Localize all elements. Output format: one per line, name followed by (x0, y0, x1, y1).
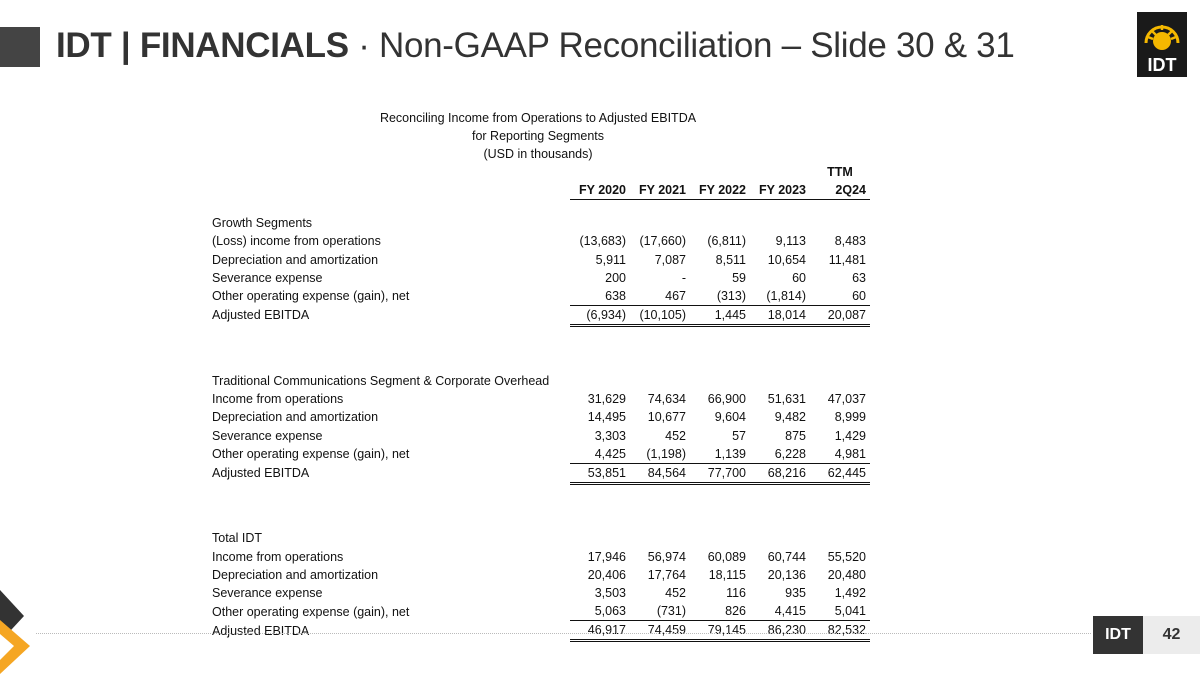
section-title: Total IDT (212, 531, 263, 546)
row-value: 53,851 (570, 463, 630, 483)
financial-table (208, 163, 870, 642)
row-value: 57 (732, 428, 746, 443)
row-label: Other operating expense (gain), net (212, 604, 410, 619)
row-value: 18,115 (708, 567, 746, 582)
row-value: 84,564 (630, 463, 690, 483)
row-label: Depreciation and amortization (212, 567, 379, 582)
column-header: FY 2020 (570, 181, 630, 200)
row-value: 20,136 (767, 567, 806, 582)
row-label: (Loss) income from operations (212, 234, 381, 249)
row-value: 20,480 (827, 567, 866, 582)
caption-line-2: for Reporting Segments (471, 129, 604, 143)
row-value: (1,814) (766, 288, 806, 303)
footer-divider (36, 633, 1091, 634)
row-value: 79,145 (690, 621, 750, 641)
row-value: 4,981 (834, 446, 866, 461)
section-title-row (208, 529, 870, 547)
table-row (208, 602, 870, 621)
row-value: - (681, 270, 686, 285)
table-row (208, 287, 870, 306)
column-header: FY 2023 (750, 181, 810, 200)
row-label: Adjusted EBITDA (212, 308, 310, 323)
row-value: (6,934) (570, 305, 630, 325)
row-value: 5,911 (595, 252, 626, 267)
row-value: (10,105) (630, 305, 690, 325)
row-label: Depreciation and amortization (212, 410, 379, 425)
table-row (208, 390, 870, 408)
table-body (208, 214, 870, 641)
page-title (56, 24, 1015, 68)
table-row (208, 269, 870, 287)
row-value: 9,604 (714, 410, 746, 425)
row-value: 1,139 (714, 446, 746, 461)
row-value: 10,654 (767, 252, 806, 267)
row-value: 56,974 (647, 549, 686, 564)
row-value: 4,425 (594, 446, 626, 461)
row-value: 82,532 (810, 621, 870, 641)
row-value: 60 (792, 270, 806, 285)
row-value: 17,946 (587, 549, 626, 564)
row-value: 5,063 (594, 604, 626, 619)
row-label: Income from operations (212, 549, 344, 564)
row-value: 18,014 (750, 305, 810, 325)
row-value: 1,429 (834, 428, 866, 443)
row-value: 9,113 (775, 234, 806, 249)
table-row (208, 232, 870, 250)
page-number: 42 (1143, 616, 1200, 654)
row-value: 20,087 (810, 305, 870, 325)
title-bold: IDT | FINANCIALS (56, 26, 349, 65)
row-value: 875 (785, 428, 806, 443)
row-value: 826 (725, 604, 746, 619)
row-value: 11,481 (828, 252, 866, 267)
row-value: 467 (665, 288, 686, 303)
row-value: 20,406 (587, 567, 626, 582)
row-value: 8,511 (715, 252, 746, 267)
table-row (208, 426, 870, 444)
row-value: 86,230 (750, 621, 810, 641)
row-value: 77,700 (690, 463, 750, 483)
idt-sun-logo-icon (1142, 17, 1182, 55)
row-value: 31,629 (587, 391, 626, 406)
row-value: 8,483 (834, 234, 866, 249)
row-label: Income from operations (212, 391, 344, 406)
table-row (208, 547, 870, 565)
row-value: (6,811) (707, 234, 746, 249)
total-row (208, 463, 870, 483)
row-value: 6,228 (774, 446, 806, 461)
row-value: 8,999 (834, 410, 866, 425)
section-title-row (208, 214, 870, 232)
row-label: Severance expense (212, 586, 323, 601)
column-header-ttm: TTM (827, 165, 853, 180)
row-value: 46,917 (570, 621, 630, 641)
row-value: 7,087 (654, 252, 686, 267)
section-title: Traditional Communications Segment & Corporate Overhead (212, 373, 550, 388)
row-value: 1,445 (690, 305, 750, 325)
column-header: FY 2021 (630, 181, 690, 200)
caption-line-3: (USD in thousands) (483, 147, 593, 161)
row-value: 452 (665, 586, 686, 601)
title-subtitle: Non-GAAP Reconciliation – Slide 30 & 31 (378, 26, 1015, 65)
idt-logo (1137, 12, 1187, 77)
row-value: 68,216 (750, 463, 810, 483)
column-header: FY 2022 (690, 181, 750, 200)
section-title: Growth Segments (212, 215, 313, 230)
header-row-top (208, 163, 870, 181)
row-value: 63 (852, 270, 866, 285)
table-row (208, 584, 870, 602)
row-value: (17,660) (639, 234, 686, 249)
caption-line-1: Reconciling Income from Operations to Adjusted EBITDA (379, 111, 697, 125)
total-row (208, 305, 870, 325)
table-caption (378, 109, 698, 163)
logo-text: IDT (1147, 55, 1177, 75)
row-value: 10,677 (647, 410, 686, 425)
row-label: Severance expense (212, 270, 323, 285)
total-row (208, 621, 870, 641)
row-value: 74,634 (647, 391, 686, 406)
row-value: 74,459 (630, 621, 690, 641)
row-label: Other operating expense (gain), net (212, 289, 410, 304)
row-value: 47,037 (827, 391, 866, 406)
row-value: 59 (732, 270, 746, 285)
table-row (208, 408, 870, 426)
row-value: 14,495 (587, 410, 626, 425)
row-value: (731) (656, 604, 686, 619)
table-row (208, 250, 870, 268)
title-separator: · (348, 26, 379, 65)
table-row (208, 445, 870, 464)
row-value: 3,503 (594, 586, 626, 601)
row-value: 4,415 (774, 604, 806, 619)
row-value: 452 (665, 428, 686, 443)
row-value: 60,744 (767, 549, 806, 564)
row-value: 55,520 (827, 549, 866, 564)
row-value: 62,445 (810, 463, 870, 483)
row-value: 3,303 (594, 428, 626, 443)
section-title-row (208, 371, 870, 389)
column-header: 2Q24 (810, 181, 870, 200)
row-value: 60 (852, 288, 866, 303)
row-value: 935 (785, 586, 806, 601)
row-label: Adjusted EBITDA (212, 623, 310, 638)
row-label: Adjusted EBITDA (212, 466, 310, 481)
row-value: 5,041 (834, 604, 866, 619)
row-value: 1,492 (834, 586, 866, 601)
row-label: Severance expense (212, 428, 323, 443)
row-value: 60,089 (707, 549, 746, 564)
row-value: (13,683) (579, 234, 626, 249)
row-label: Other operating expense (gain), net (212, 446, 410, 461)
row-value: 51,631 (767, 391, 806, 406)
row-value: (313) (716, 288, 746, 303)
row-value: (1,198) (646, 446, 686, 461)
header-row (208, 181, 870, 200)
row-value: 17,764 (647, 567, 686, 582)
row-value: 66,900 (707, 391, 746, 406)
footer-brand: IDT (1093, 616, 1143, 654)
row-label: Depreciation and amortization (212, 252, 379, 267)
row-value: 116 (726, 586, 746, 601)
row-value: 9,482 (774, 410, 806, 425)
row-value: 200 (605, 270, 626, 285)
title-accent-block (0, 27, 40, 67)
corner-chevron-decoration (0, 590, 40, 674)
table-row (208, 566, 870, 584)
row-value: 638 (605, 288, 626, 303)
